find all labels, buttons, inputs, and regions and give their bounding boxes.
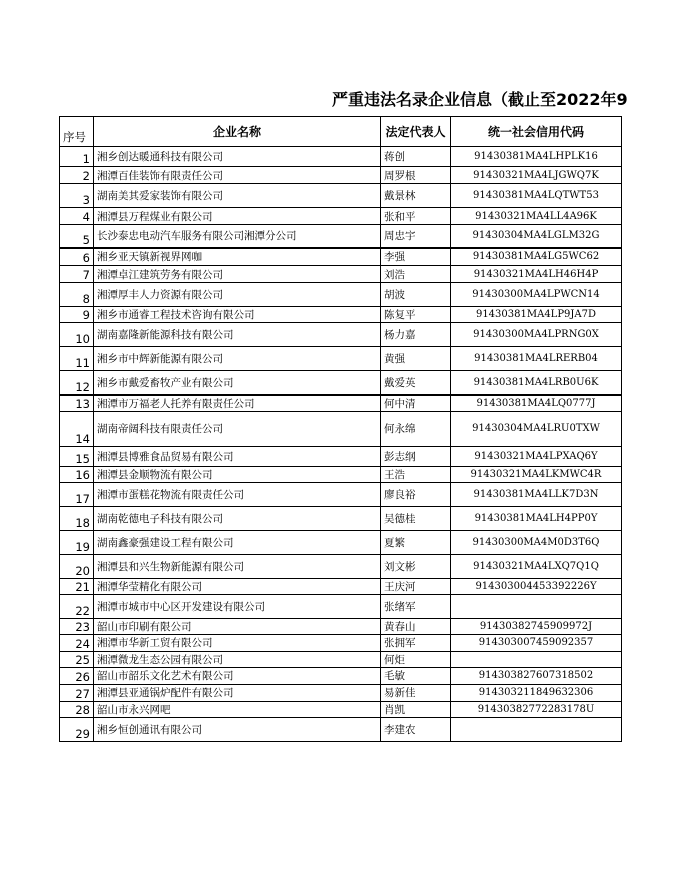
table-row (60, 208, 622, 225)
company-name: 湘乡市通睿工程技术咨询有限公司 (94, 307, 381, 323)
credit-code: 91430321MA4LKMWC4R (451, 466, 622, 482)
legal-representative: 杨力嘉 (381, 323, 451, 347)
credit-code: 91430381MA4LG5WC62 (451, 248, 622, 266)
row-number: 2 (60, 167, 94, 184)
table-row (60, 530, 622, 554)
row-number: 29 (60, 717, 94, 741)
table-row (60, 554, 622, 578)
legal-representative: 张绪军 (381, 594, 451, 618)
table-row (60, 594, 622, 618)
company-name: 湘潭华莹精化有限公司 (94, 578, 381, 594)
table-row (60, 717, 622, 741)
credit-code: 91430300MA4LPRNG0X (451, 323, 622, 347)
row-number: 16 (60, 466, 94, 482)
company-name: 湘潭县和兴生物新能源有限公司 (94, 554, 381, 578)
credit-code: 91430381MA4LH4PP0Y (451, 506, 622, 530)
legal-representative: 蒋创 (381, 147, 451, 167)
company-name: 湘潭卓江建筑劳务有限公司 (94, 266, 381, 283)
company-name: 湘潭厚丰人力资源有限公司 (94, 283, 381, 307)
credit-code: 91430381MA4LRERB04 (451, 347, 622, 371)
company-name: 湘潭县博雅食品贸易有限公司 (94, 446, 381, 466)
company-name: 湘潭县金顺物流有限公司 (94, 466, 381, 482)
row-number: 12 (60, 371, 94, 395)
credit-code: 91430381MA4LLK7D3N (451, 482, 622, 506)
table-row (60, 701, 622, 717)
company-name: 湘潭百佳装饰有限责任公司 (94, 167, 381, 184)
credit-code: 91430300MA4LPWCN14 (451, 283, 622, 307)
legal-representative: 何炬 (381, 651, 451, 667)
table-row (60, 651, 622, 667)
row-number: 17 (60, 482, 94, 506)
table-row (60, 283, 622, 307)
company-name: 湘乡市中辉新能源有限公司 (94, 347, 381, 371)
row-number: 21 (60, 578, 94, 594)
company-name: 韶山市韶乐文化艺术有限公司 (94, 667, 381, 684)
company-name: 湘潭微龙生态公园有限公司 (94, 651, 381, 667)
legal-representative: 刘文彬 (381, 554, 451, 578)
row-number: 11 (60, 347, 94, 371)
header-name: 企业名称 (94, 117, 381, 147)
header-seq: 序号 (60, 117, 94, 147)
company-name: 湖南嘉隆新能源科技有限公司 (94, 323, 381, 347)
row-number: 19 (60, 530, 94, 554)
credit-code: 914303211849632306 (451, 684, 622, 701)
legal-representative: 夏繁 (381, 530, 451, 554)
table-row (60, 184, 622, 208)
enterprise-table (59, 116, 622, 742)
credit-code: 91430382745909972J (451, 618, 622, 634)
legal-representative: 易新佳 (381, 684, 451, 701)
table-header-row (60, 117, 622, 147)
company-name: 韶山市印刷有限公司 (94, 618, 381, 634)
legal-representative: 王庆河 (381, 578, 451, 594)
table-row (60, 248, 622, 266)
company-name: 韶山市永兴网吧 (94, 701, 381, 717)
row-number: 10 (60, 323, 94, 347)
row-number: 1 (60, 147, 94, 167)
company-name: 湘乡亚天镇新视界网咖 (94, 248, 381, 266)
legal-representative: 王浩 (381, 466, 451, 482)
credit-code: 91430321MA4LJGWQ7K (451, 167, 622, 184)
row-number: 27 (60, 684, 94, 701)
table-row (60, 618, 622, 634)
legal-representative: 何永绵 (381, 411, 451, 446)
credit-code: 91430321MA4LPXAQ6Y (451, 446, 622, 466)
table-row (60, 506, 622, 530)
legal-representative: 李建农 (381, 717, 451, 741)
row-number: 9 (60, 307, 94, 323)
legal-representative: 黄春山 (381, 618, 451, 634)
credit-code: 91430304MA4LGLM32G (451, 225, 622, 248)
company-name: 湘乡恒创通讯有限公司 (94, 717, 381, 741)
credit-code: 91430381MA4LQTWT53 (451, 184, 622, 208)
company-name: 湘潭市华新工贸有限公司 (94, 634, 381, 651)
row-number: 5 (60, 225, 94, 248)
legal-representative: 刘浩 (381, 266, 451, 283)
row-number: 23 (60, 618, 94, 634)
row-number: 18 (60, 506, 94, 530)
credit-code (451, 594, 622, 618)
row-number: 22 (60, 594, 94, 618)
credit-code: 91430381MA4LQ0777J (451, 395, 622, 412)
credit-code: 91430381MA4LRB0U6K (451, 371, 622, 395)
legal-representative: 张和平 (381, 208, 451, 225)
company-name: 湘潭市万福老人托养有限责任公司 (94, 395, 381, 412)
table-row (60, 371, 622, 395)
credit-code: 91430381MA4LHPLK16 (451, 147, 622, 167)
legal-representative: 毛敏 (381, 667, 451, 684)
row-number: 4 (60, 208, 94, 225)
credit-code: 914303827607318502 (451, 667, 622, 684)
legal-representative: 张拥军 (381, 634, 451, 651)
credit-code: 91430300MA4M0D3T6Q (451, 530, 622, 554)
credit-code: 91430321MA4LL4A96K (451, 208, 622, 225)
credit-code: 91430381MA4LP9JA7D (451, 307, 622, 323)
table-row (60, 667, 622, 684)
company-name: 湖南美其爱家装饰有限公司 (94, 184, 381, 208)
row-number: 13 (60, 395, 94, 412)
credit-code: 91430304MA4LRU0TXW (451, 411, 622, 446)
table-row (60, 225, 622, 248)
credit-code (451, 651, 622, 667)
table-row (60, 147, 622, 167)
legal-representative: 肖凯 (381, 701, 451, 717)
company-name: 湘乡市戴爱畜牧产业有限公司 (94, 371, 381, 395)
credit-code: 91430321MA4LH46H4P (451, 266, 622, 283)
legal-representative: 戴景林 (381, 184, 451, 208)
credit-code (451, 717, 622, 741)
company-name: 湘潭市城市中心区开发建设有限公司 (94, 594, 381, 618)
row-number: 28 (60, 701, 94, 717)
row-number: 25 (60, 651, 94, 667)
row-number: 14 (60, 411, 94, 446)
page-title: 严重违法名录企业信息（截止至2022年9 (332, 90, 628, 109)
row-number: 24 (60, 634, 94, 651)
table-row (60, 482, 622, 506)
credit-code: 914303007459092357 (451, 634, 622, 651)
legal-representative: 胡波 (381, 283, 451, 307)
table-row (60, 266, 622, 283)
table-row (60, 307, 622, 323)
table-row (60, 446, 622, 466)
table-row (60, 466, 622, 482)
legal-representative: 周忠宇 (381, 225, 451, 248)
company-name: 湘潭市蛋糕花物流有限责任公司 (94, 482, 381, 506)
credit-code: 914303004453392226Y (451, 578, 622, 594)
table-row (60, 634, 622, 651)
row-number: 15 (60, 446, 94, 466)
table-row (60, 684, 622, 701)
legal-representative: 周罗根 (381, 167, 451, 184)
company-name: 湘潭县万程煤业有限公司 (94, 208, 381, 225)
table-row (60, 411, 622, 446)
row-number: 26 (60, 667, 94, 684)
company-name: 湖南鑫豪强建设工程有限公司 (94, 530, 381, 554)
credit-code: 91430382772283178U (451, 701, 622, 717)
table-row (60, 395, 622, 412)
legal-representative: 陈复平 (381, 307, 451, 323)
header-rep: 法定代表人 (381, 117, 451, 147)
company-name: 湖南帝阔科技有限责任公司 (94, 411, 381, 446)
company-name: 湘乡创达暖通科技有限公司 (94, 147, 381, 167)
company-name: 长沙泰忠电动汽车服务有限公司湘潭分公司 (94, 225, 381, 248)
legal-representative: 李强 (381, 248, 451, 266)
row-number: 7 (60, 266, 94, 283)
table-row (60, 167, 622, 184)
table-row (60, 347, 622, 371)
row-number: 3 (60, 184, 94, 208)
company-name: 湖南乾德电子科技有限公司 (94, 506, 381, 530)
credit-code: 91430321MA4LXQ7Q1Q (451, 554, 622, 578)
table-row (60, 578, 622, 594)
legal-representative: 黄强 (381, 347, 451, 371)
legal-representative: 彭志纲 (381, 446, 451, 466)
company-name: 湘潭县亚通锅炉配件有限公司 (94, 684, 381, 701)
row-number: 6 (60, 248, 94, 266)
legal-representative: 吴德桂 (381, 506, 451, 530)
legal-representative: 戴爱英 (381, 371, 451, 395)
row-number: 8 (60, 283, 94, 307)
legal-representative: 何中清 (381, 395, 451, 412)
table-row (60, 323, 622, 347)
legal-representative: 廖良裕 (381, 482, 451, 506)
row-number: 20 (60, 554, 94, 578)
header-code: 统一社会信用代码 (451, 117, 622, 147)
